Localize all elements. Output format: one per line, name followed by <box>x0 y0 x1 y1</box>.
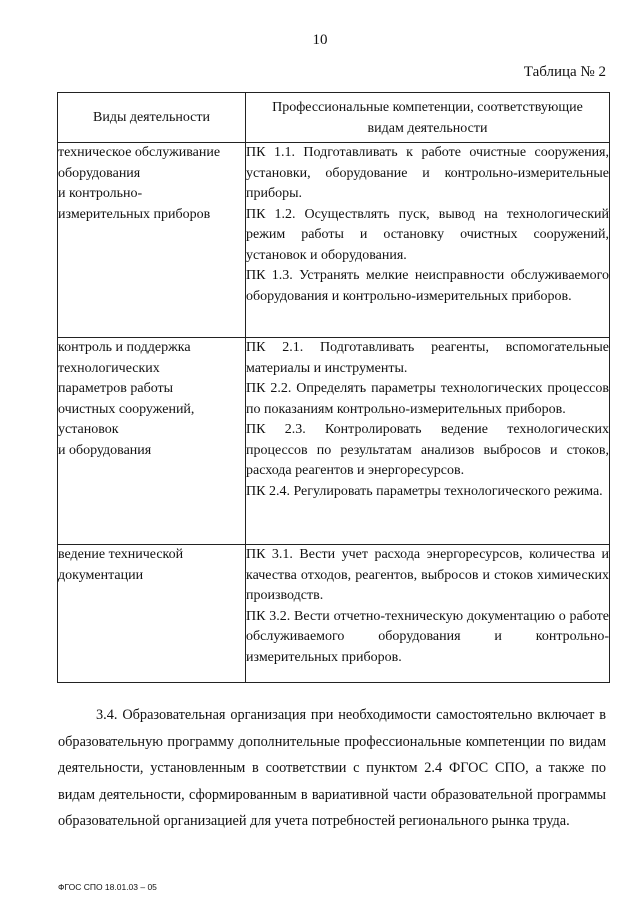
body-paragraph: 3.4. Образовательная организация при необходимости самостоятельно включает в образовательную программу дополнительные профессиональные компетенции по видам деятельности, установленным в соответствии с пунктом 2.4 ФГОС СПО, а также по видам деятельности, сформированным в вариативной части образовательной программы образовательной организацией для учета потребностей регионального рынка труда. <box>58 707 606 829</box>
header-activity: Виды деятельности <box>58 93 246 143</box>
table-row <box>58 545 610 683</box>
page-number: 10 <box>312 32 328 48</box>
competency-item: ПК 2.4. Регулировать параметры технологического режима. <box>246 483 603 499</box>
activity-line: измерительных приборов <box>58 206 211 222</box>
table-row <box>58 338 610 545</box>
table-row <box>58 143 610 338</box>
competency-item: ПК 1.3. Устранять мелкие неисправности обслуживаемого оборудования и контрольно-измерительных приборов. <box>246 268 609 304</box>
activity-line: документации <box>58 567 144 583</box>
table-header-row <box>58 93 610 143</box>
activity-line: и оборудования <box>58 442 152 458</box>
competency-item: ПК 3.1. Вести учет расхода энергоресурсов, количества и качества отходов, реагентов, выбросов и стоков химических производств. <box>246 547 609 603</box>
competencies-cell <box>246 143 610 338</box>
activity-line: очистных сооружений, <box>58 401 195 417</box>
competency-item: ПК 1.1. Подготавливать к работе очистные сооружения, установки, оборудование и контрольно-измерительные приборы. <box>246 145 609 201</box>
competencies-cell <box>246 338 610 545</box>
competencies-table <box>57 92 610 683</box>
activity-line: оборудования <box>58 165 141 181</box>
activity-line: и контрольно- <box>58 186 143 201</box>
activity-line: техническое обслуживание <box>58 145 221 160</box>
competency-item: ПК 2.2. Определять параметры технологических процессов по показаниям контрольно-измерительных приборов. <box>246 381 609 417</box>
activity-cell <box>58 338 246 545</box>
activity-line: ведение технической <box>58 547 184 562</box>
competency-item: ПК 2.3. Контролировать ведение технологических процессов по результатам анализов выбросов и стоков, расхода реагентов и энергоресурсов. <box>246 422 609 478</box>
table-caption: Таблица № 2 <box>523 64 606 80</box>
competency-item: ПК 2.1. Подготавливать реагенты, вспомогательные материалы и инструменты. <box>246 340 609 376</box>
header-competencies: Профессиональные компетенции, соответствующие видам деятельности <box>246 93 610 143</box>
competency-item: ПК 1.2. Осуществлять пуск, вывод на технологический режим работы и остановку очистных сооружений, установок и оборудования. <box>246 206 609 263</box>
competencies-cell <box>246 545 610 683</box>
activity-line: технологических <box>58 360 160 376</box>
activity-line: установок <box>58 422 119 437</box>
footer-standard-code: ФГОС СПО 18.01.03 – 05 <box>58 882 157 892</box>
activity-cell <box>58 545 246 683</box>
competency-item: ПК 3.2. Вести отчетно-техническую документацию о работе обслуживаемого оборудования и контрольно-измерительных приборов. <box>246 608 609 665</box>
activity-line: контроль и поддержка <box>58 340 191 355</box>
activity-cell <box>58 143 246 338</box>
activity-line: параметров работы <box>58 381 174 396</box>
